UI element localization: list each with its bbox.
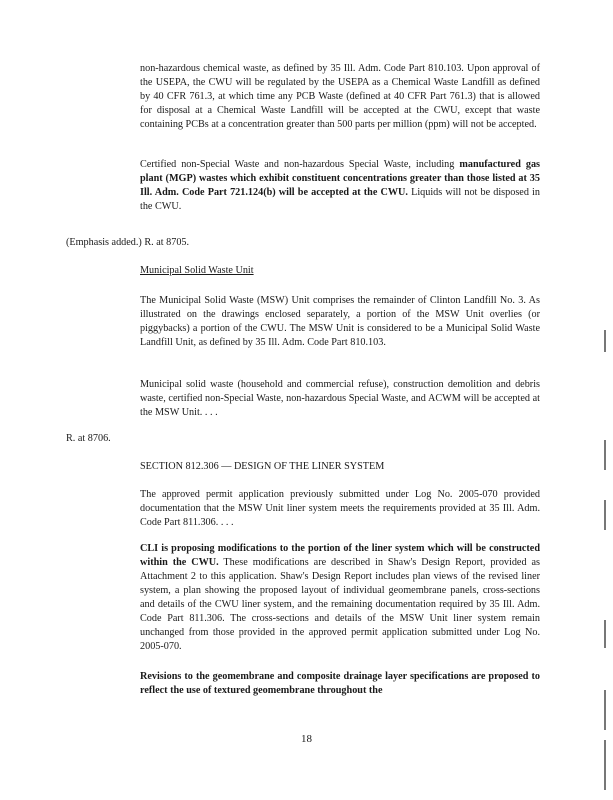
emphasis-citation: (Emphasis added.) R. at 8705.	[66, 237, 190, 248]
scan-edge-mark	[604, 440, 606, 470]
paragraph-geomembrane-revisions: Revisions to the geomembrane and composite drainage layer specifications are proposed to reflect the use of textured geomembrane throughout the	[140, 671, 540, 696]
paragraph-liner-modifications-emphasis: CLI is proposing modifications to the portion of the liner system which will be constructed within the CWU.	[140, 543, 540, 568]
page-number: 18	[301, 733, 312, 745]
scan-edge-mark	[604, 500, 606, 530]
scan-edge-mark	[604, 330, 606, 352]
scan-edge-mark	[604, 740, 606, 790]
scan-edge-mark	[604, 620, 606, 648]
paragraph-certified-waste-tail: Liquids will not be disposed in the CWU.	[140, 187, 540, 212]
scan-edge-mark	[604, 690, 606, 730]
paragraph-msw-unit: The Municipal Solid Waste (MSW) Unit comprises the remainder of Clinton Landfill No. 3. As illustrated on the drawings enclosed separately, a portion of the MSW Unit overlies (or piggybacks) a portion of the CWU. The MSW Unit is considered to be a Municipal Solid Waste Landfill Unit, as defined by 35 Ill. Adm. Code Part 810.103.	[140, 295, 540, 348]
paragraph-certified-waste-emphasis: manufactured gas plant (MGP) wastes which exhibit constituent concentrations greater than those listed at 35 Ill. Adm. Code Part 721.124(b) will be accepted at the CWU.	[140, 159, 541, 198]
paragraph-cwu-pcb: non-hazardous chemical waste, as defined by 35 Ill. Adm. Code Part 810.103. Upon approval of the USEPA, the CWU will be regulated by the USEPA as a Chemical Waste Landfill as defined by 40 CFR 761.3, at which time any PCB Waste (defined at 40 CFR Part 761.3) that is allowed for disposal at a Chemical Waste Landfill will be accepted at the CWU, except that waste containing PCBs at a concentration greater than 500 parts per million (ppm) will not be accepted.	[140, 63, 540, 130]
paragraph-certified-waste-lead: Certified non-Special Waste and non-hazardous Special Waste, including	[140, 159, 460, 170]
record-citation: R. at 8706.	[66, 433, 111, 444]
section-heading: SECTION 812.306 — DESIGN OF THE LINER SYSTEM	[140, 461, 385, 472]
paragraph-liner-modifications	[140, 542, 540, 654]
heading-municipal-solid-waste-unit: Municipal Solid Waste Unit	[140, 265, 254, 276]
paragraph-certified-waste	[140, 158, 540, 214]
paragraph-approved-application: The approved permit application previously submitted under Log No. 2005-070 provided documentation that the MSW Unit liner system meets the requirements provided at 35 Ill. Adm. Code Part 811.306. . . .	[140, 489, 540, 528]
paragraph-msw-accepted: Municipal solid waste (household and commercial refuse), construction demolition and debris waste, certified non-Special Waste, non-hazardous Special Waste, and ACWM will be accepted at the MSW Unit. . . .	[140, 379, 540, 418]
paragraph-liner-modifications-body: These modifications are described in Shaw's Design Report, provided as Attachment 2 to this application. Shaw's Design Report includes plan views of the revised liner system, a plan showing the proposed layout of individual geomembrane panels, cross-sections and details of the CWU liner system, and the remaining documentation required by 35 Ill. Adm. Code Part 811.306. The cross-sections and details of the MSW Unit liner system remain unchanged from those provided in the approved permit application submitted under Log No. 2005-070.	[140, 557, 540, 652]
